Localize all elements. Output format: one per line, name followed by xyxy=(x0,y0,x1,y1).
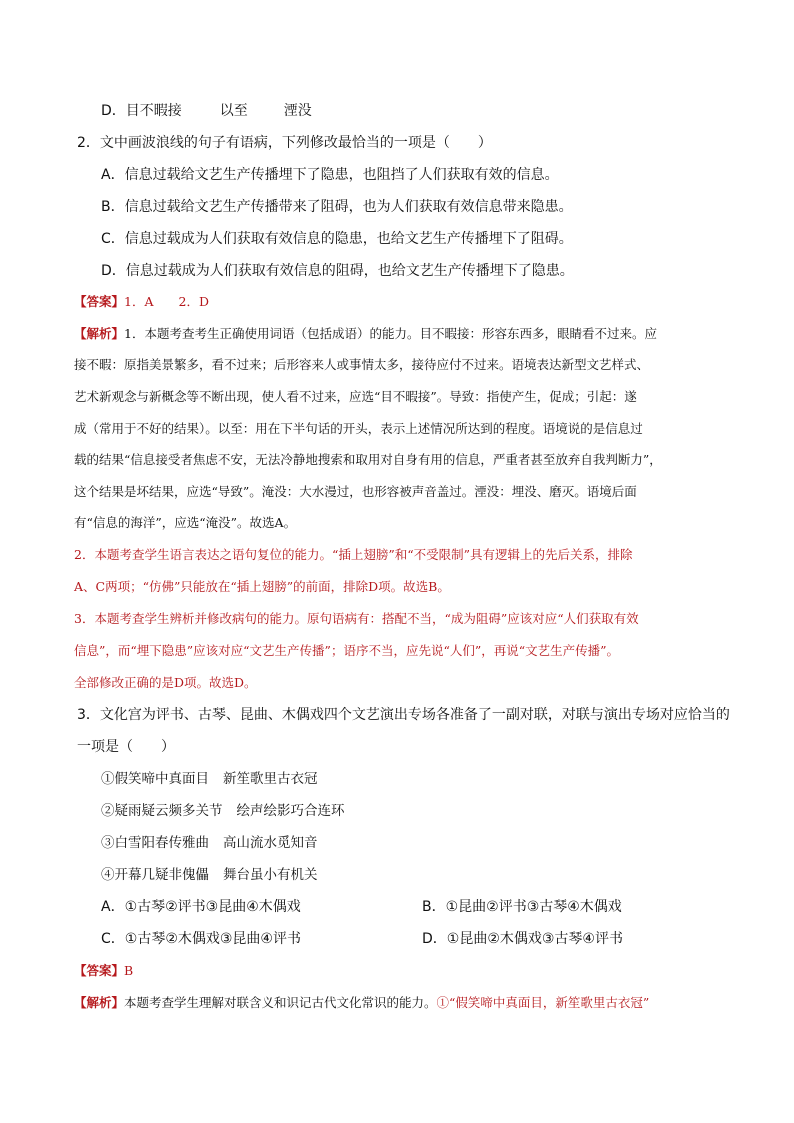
couplet xyxy=(101,833,318,853)
answer-tag: 【答案】 xyxy=(74,963,125,978)
q2-option-d: D．信息过载成为人们获取有效信息的阻碍，也给文艺生产传播埋下了隐患。 xyxy=(101,263,574,279)
answer-text: 1．A 2．D xyxy=(124,294,209,309)
q1-option-d-word2: 以至 xyxy=(219,103,248,119)
couplet-second: 绘声绘影巧合连环 xyxy=(236,803,345,819)
analysis-line: 载的结果“信息接受者焦虑不安，无法冷静地搜索和取用对自身有用的信息，严重者甚至放弃自我判断力”， xyxy=(74,452,662,467)
q2-option-c: C．信息过载成为人们获取有效信息的隐患，也给文艺生产传播埋下了阻碍。 xyxy=(101,231,573,247)
analysis-tag: 【解析】 xyxy=(74,326,125,341)
q3-option-a: A．①古琴②评书③昆曲④木偶戏 xyxy=(101,899,301,915)
analysis-line xyxy=(74,324,657,344)
analysis-line: 这个结果是坏结果，应选“导致”。淹没：大水漫过，也形容被声音盖过。湮没：埋没、磨灭。语境后面 xyxy=(74,484,637,499)
couplet xyxy=(101,801,345,821)
answer-text: B xyxy=(124,963,134,978)
couplet-second: 新笙歌里古衣冠 xyxy=(223,771,318,787)
couplet-first: ③白雪阳春传雅曲 xyxy=(101,835,209,851)
analysis-line: 全部修改正确的是D项。故选D。 xyxy=(74,675,257,690)
answer-tag: 【答案】 xyxy=(74,294,125,309)
analysis-line: 接不暇：原指美景繁多，看不过来；后形容来人或事情太多，接待应付不过来。语境表达新型文艺样式、 xyxy=(74,357,650,372)
couplet-first: ①假笑啼中真面目 xyxy=(101,771,209,787)
q3-stem: 3．文化宫为评书、古琴、昆曲、木偶戏四个文艺演出专场各准备了一副对联，对联与演出专场对应恰当的 xyxy=(77,707,730,723)
q3-option-d: D．①昆曲②木偶戏③古琴④评书 xyxy=(422,931,623,947)
couplet-first: ②疑雨疑云频多关节 xyxy=(101,803,223,819)
analysis-tag: 【解析】 xyxy=(74,995,125,1010)
analysis-quote: ①“假笑啼中真面目，新笙歌里古衣冠” xyxy=(436,995,650,1010)
couplet xyxy=(101,865,318,885)
answer-block-1 xyxy=(74,292,209,312)
q2-option-b: B．信息过载给文艺生产传播带来了阻碍，也为人们获取有效信息带来隐患。 xyxy=(101,199,573,215)
analysis-line: 有“信息的海洋”，应选“淹没”。故选A。 xyxy=(74,515,297,530)
couplet-second: 高山流水觅知音 xyxy=(223,835,318,851)
analysis-text: 1．本题考查考生正确使用词语（包括成语）的能力。目不暇接：形容东西多，眼睛看不过来。应 xyxy=(124,326,657,341)
q3-option-b: B．①昆曲②评书③古琴④木偶戏 xyxy=(422,899,622,915)
analysis-line: A、C两项；“仿佛”只能放在“插上翅膀”的前面，排除D项。故选B。 xyxy=(74,579,450,594)
answer-block-3 xyxy=(74,961,133,981)
q1-option-d xyxy=(101,101,312,121)
couplet-second: 舞台虽小有机关 xyxy=(223,867,318,883)
q3-option-c: C．①古琴②木偶戏③昆曲④评书 xyxy=(101,931,301,947)
q2-option-a: A．信息过载给文艺生产传播埋下了隐患，也阻挡了人们获取有效的信息。 xyxy=(101,167,559,183)
q1-option-d-label: D．目不暇接 xyxy=(101,103,182,119)
analysis-line: 艺术新观念与新概念等不断出现，使人看不过来，应选“目不暇接”。导致：指使产生，促成；引起：遂 xyxy=(74,389,637,404)
analysis-line: 2．本题考查学生语言表达之语句复位的能力。“插上翅膀”和“不受限制”具有逻辑上的先后关系，排除 xyxy=(74,547,633,562)
q2-stem: 2．文中画波浪线的句子有语病，下列修改最恰当的一项是（ ） xyxy=(77,135,492,151)
couplet xyxy=(101,769,318,789)
analysis-line: 3．本题考查学生辨析并修改病句的能力。原句语病有：搭配不当，“成为阻碍”应该对应“人们获取有效 xyxy=(74,611,639,626)
q1-option-d-word3: 湮没 xyxy=(283,103,312,119)
couplet-first: ④开幕几疑非傀儡 xyxy=(101,867,209,883)
analysis-line xyxy=(74,993,649,1013)
q3-stem: 一项是（ ） xyxy=(77,739,175,755)
analysis-line: 成（常用于不好的结果）。以至：用在下半句话的开头，表示上述情况所达到的程度。语境说的是信息过 xyxy=(74,421,643,436)
analysis-line: 信息”，而“埋下隐患”应该对应“文艺生产传播”；语序不当，应先说“人们”，再说“文艺生产传播”。 xyxy=(74,643,620,658)
analysis-text: 本题考查学生理解对联含义和识记古代文化常识的能力。 xyxy=(124,995,437,1010)
